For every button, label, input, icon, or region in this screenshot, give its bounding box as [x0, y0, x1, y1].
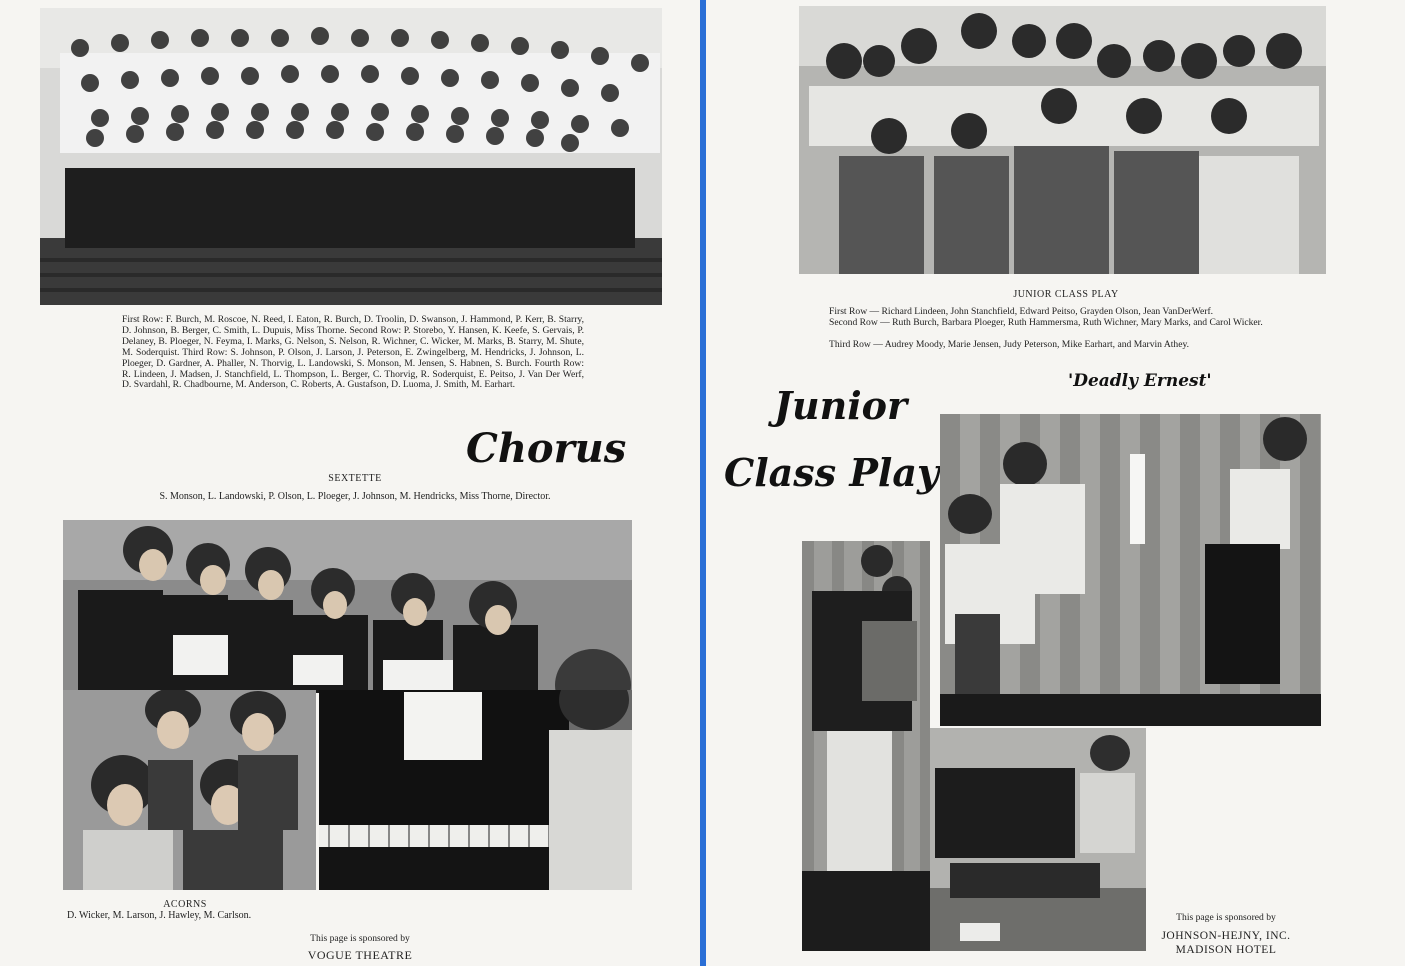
left-page	[0, 0, 700, 966]
scene-photo-floor	[930, 728, 1146, 951]
play-title: 'Deadly Ernest'	[1068, 371, 1212, 391]
cast-row-2: Second Row — Ruth Burch, Barbara Ploeger, Ruth Hammersma, Ruth Wichner, Mary Marks, and Carol Wicker.	[829, 317, 1263, 328]
junior-class-play-cast-photo	[799, 6, 1326, 274]
right-sponsor-name-1: JOHNSON-HEJNY, INC.	[1161, 930, 1291, 942]
sextette-heading: SEXTETTE	[328, 473, 382, 484]
right-sponsor-name-2: MADISON HOTEL	[1175, 944, 1277, 956]
junior-title-line2: Class Play	[724, 450, 940, 495]
class-play-heading: JUNIOR CLASS PLAY	[1013, 289, 1119, 300]
acorns-heading: ACORNS	[163, 899, 207, 910]
cast-row-3: Third Row — Audrey Moody, Marie Jensen, Judy Peterson, Mike Earhart, and Marvin Athey.	[829, 339, 1190, 350]
sextette-photo	[63, 520, 632, 693]
chorus-caption: First Row: F. Burch, M. Roscoe, N. Reed, I. Eaton, R. Burch, D. Troolin, D. Swanson, J. Hammond, P. Kerr, B. Starry, D. Johnson, B. Berger, C. Smith, L. Dupuis, Miss Thorne. Second Row: P. Storebo, Y. Hansen, K. Keefe, S. Gervais, P. Delaney, B. Ploeger, N. Feyma, I. Marks, G. Nelson, S. Nelson, R. Wichner, C. Wicker, M. Marks, B. Starry, M. Shute, M. Soderquist. Third Row: S. Johnson, P. Olson, J. Larson, J. Peterson, E. Zwingelberg, M. Hendricks, J. Johnson, L. Ploeger, D. Gardner, A. Phaller, N. Thorvig, L. Landowski, S. Monson, M. Jensen, S. Habnen, S. Burch. Fourth Row: R. Lindeen, J. Madsen, J. Stanchfield, L. Thompson, L. Berger, C. Thorvig, R. Soderquist, E. Peitso, J. Van Der Werf, D. Svardahl, R. Chadbourne, M. Anderson, C. Roberts, A. Gustafson, D. Luoma, J. Smith, M. Earhart.	[122, 314, 584, 391]
scene-photo-carry	[802, 541, 930, 951]
piano-photo	[319, 690, 632, 890]
left-sponsor-label: This page is sponsored by	[310, 933, 410, 944]
acorns-photo	[63, 690, 316, 890]
chorus-title: Chorus	[466, 425, 627, 472]
right-page	[706, 0, 1405, 966]
chorus-group-photo	[40, 8, 662, 305]
junior-title-line1: Junior	[774, 383, 908, 428]
cast-row-1: First Row — Richard Lindeen, John Stanchfield, Edward Peitso, Grayden Olson, Jean VanDerWerf.	[829, 306, 1214, 317]
left-sponsor-name: VOGUE THEATRE	[307, 948, 413, 962]
scene-photo-sock	[940, 414, 1321, 726]
acorns-names: D. Wicker, M. Larson, J. Hawley, M. Carlson.	[67, 910, 252, 921]
sextette-names: S. Monson, L. Landowski, P. Olson, L. Ploeger, J. Johnson, M. Hendricks, Miss Thorne, Director.	[159, 491, 551, 502]
right-sponsor-label: This page is sponsored by	[1176, 912, 1276, 923]
